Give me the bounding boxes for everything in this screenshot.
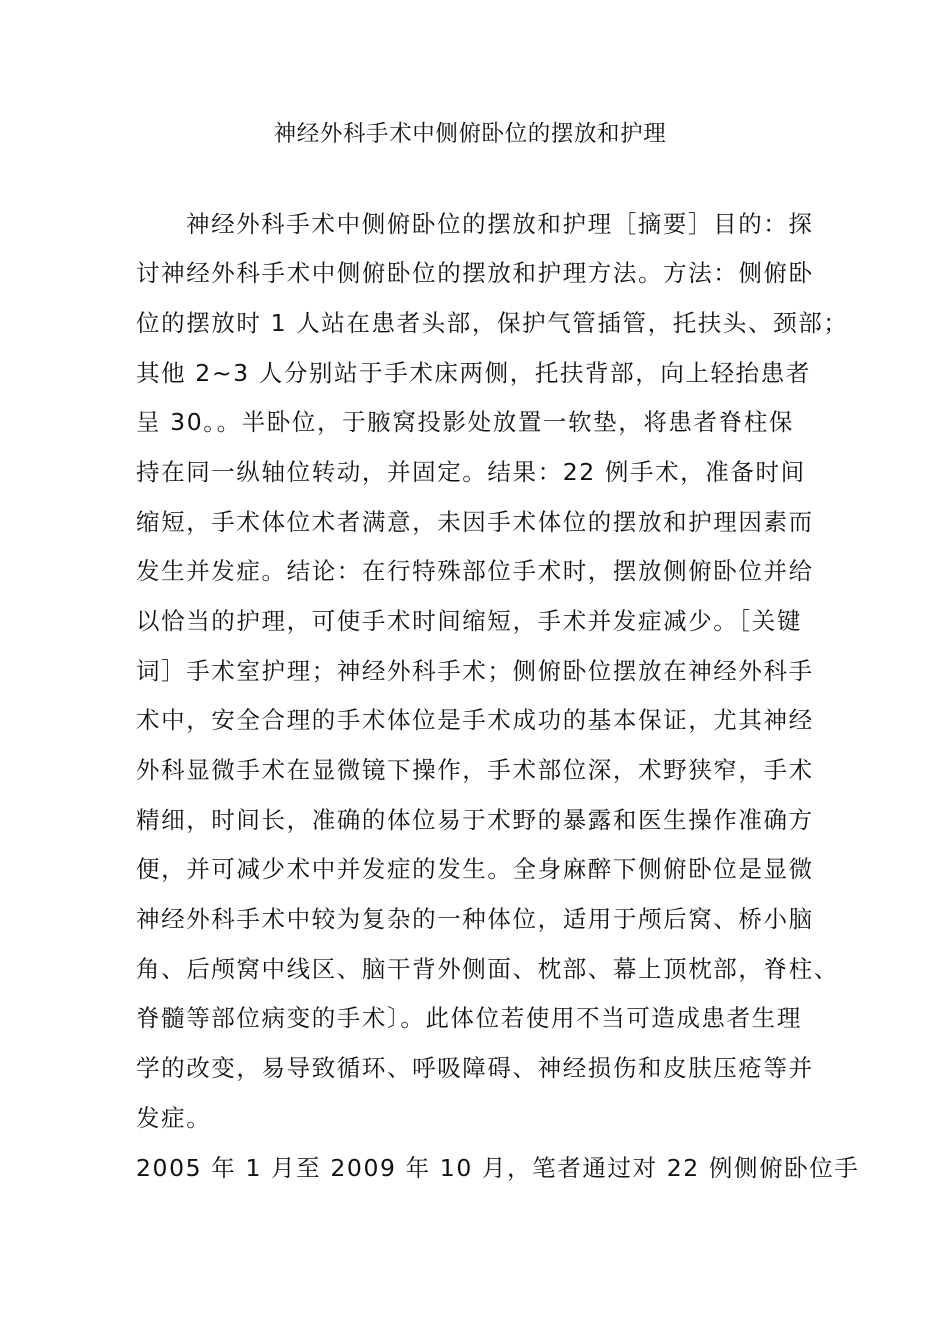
abstract-line-18: 学的改变，易导致循环、呼吸障碍、神经损伤和皮肤压疮等并 xyxy=(136,1054,814,1082)
abstract-line-6: 持在同一纵轴位转动，并固定。结果：22 例手术，准备时间 xyxy=(136,458,806,486)
abstract-line-14: 便，并可减少术中并发症的发生。全身麻醉下侧俯卧位是显微 xyxy=(136,855,814,883)
body-line-1: 2005 年 1 月至 2009 年 10 月，笔者通过对 22 例侧俯卧位手 xyxy=(136,1154,860,1182)
abstract-line-2: 讨神经外科手术中侧俯卧位的摆放和护理方法。方法：侧俯卧 xyxy=(136,259,814,287)
abstract-line-11: 术中，安全合理的手术体位是手术成功的基本保证，尤其神经 xyxy=(136,706,814,734)
abstract-line-17: 脊髓等部位病变的手术〕。此体位若使用不当可造成患者生理 xyxy=(136,1004,802,1032)
abstract-line-1: 神经外科手术中侧俯卧位的摆放和护理［摘要］目的：探 xyxy=(186,210,814,238)
abstract-line-9: 以恰当的护理，可使手术时间缩短，手术并发症减少。［关键 xyxy=(136,607,802,635)
abstract-line-4: 其他 2~3 人分别站于手术床两侧，托扶背部，向上轻抬患者 xyxy=(136,359,811,387)
abstract-line-10: 词］手术室护理；神经外科手术；侧俯卧位摆放在神经外科手 xyxy=(136,657,814,685)
abstract-line-19: 发症。 xyxy=(136,1104,212,1132)
abstract-line-12: 外科显微手术在显微镜下操作，手术部位深，术野狭窄，手术 xyxy=(136,756,814,784)
abstract-line-3: 位的摆放时 1 人站在患者头部，保护气管插管，托扶头、颈部； xyxy=(136,309,849,337)
abstract-line-16: 角、后颅窝中线区、脑干背外侧面、枕部、幕上顶枕部，脊柱、 xyxy=(136,955,839,983)
abstract-line-7: 缩短，手术体位术者满意，未因手术体位的摆放和护理因素而 xyxy=(136,508,814,536)
abstract-line-13: 精细，时间长，准确的体位易于术野的暴露和医生操作准确方 xyxy=(136,806,814,834)
abstract-line-5: 呈 30。。半卧位，于腋窝投影处放置一软垫，将患者脊柱保 xyxy=(136,408,794,436)
abstract-line-8: 发生并发症。结论：在行特殊部位手术时，摆放侧俯卧位并给 xyxy=(136,557,814,585)
document-title: 神经外科手术中侧俯卧位的摆放和护理 xyxy=(273,121,667,147)
abstract-line-15: 神经外科手术中较为复杂的一种体位，适用于颅后窝、桥小脑 xyxy=(136,905,814,933)
